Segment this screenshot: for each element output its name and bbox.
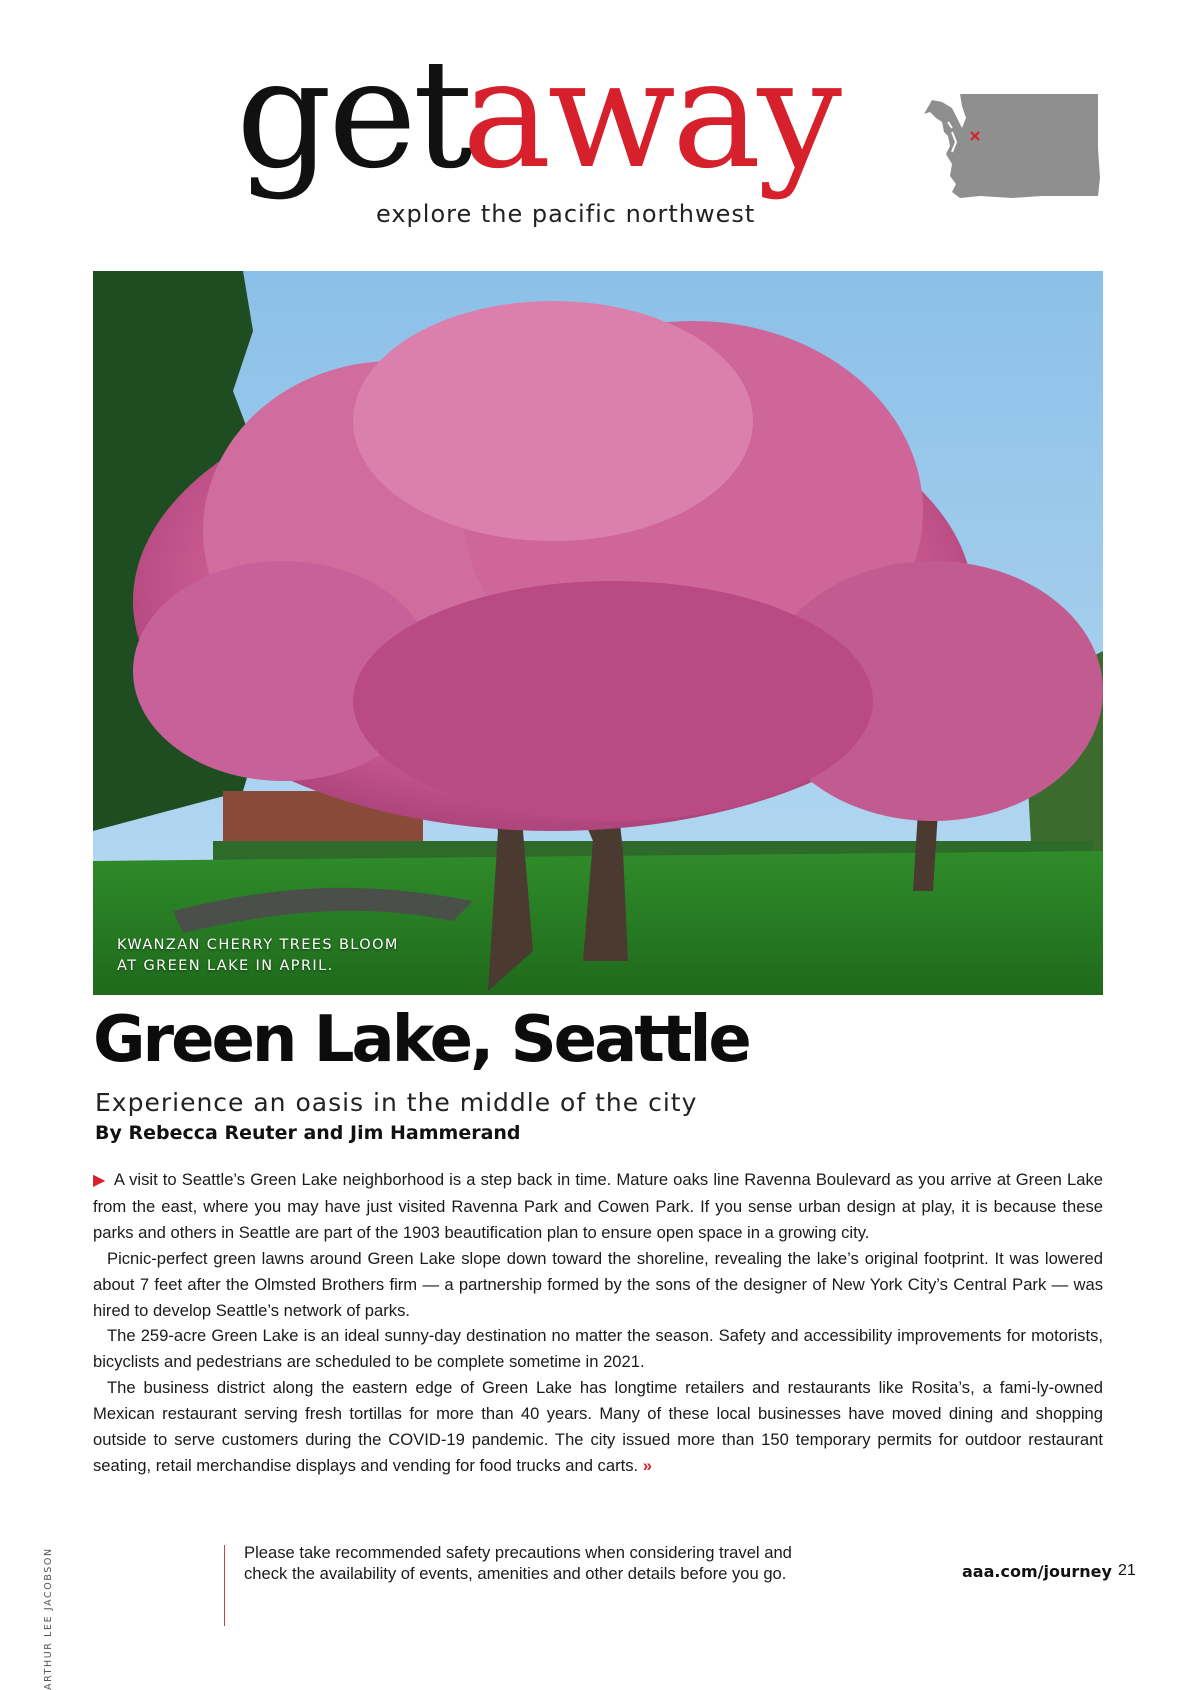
cherry-tree-illustration — [93, 271, 1103, 995]
masthead — [236, 28, 856, 240]
notice-line-1: Please take recommended safety precautions when considering travel and — [244, 1543, 792, 1562]
end-mark-icon: » — [642, 1455, 652, 1475]
paragraph-3: The 259-acre Green Lake is an ideal sunny-day destination no matter the season. Safety and accessibility improvements for motorists, bicyclists and pedestrians are scheduled to be complete sometime in 2021. — [93, 1326, 1103, 1372]
article-headline: Green Lake, Seattle — [93, 1003, 749, 1077]
photo-credit-text: ARTHUR LEE JACOBSON — [43, 1547, 54, 1690]
notice-line-2: check the availability of events, amenities and other details before you go. — [244, 1564, 787, 1583]
paragraph-4 — [93, 1375, 1103, 1479]
masthead-get: get — [236, 28, 470, 202]
footer-url-link[interactable]: aaa.com/journey — [962, 1562, 1112, 1581]
caption-line-2: AT GREEN LAKE IN APRIL. — [117, 958, 334, 974]
lead-arrow-icon: ▶ — [93, 1172, 106, 1189]
paragraph-1 — [93, 1167, 1103, 1246]
paragraph-1-text: A visit to Seattle’s Green Lake neighborhood is a step back in time. Mature oaks line Ravenna Boulevard as you arrive at Green Lake from the east, where you may have just visited Ravenna Park and Cowen Park. If you sense urban design at play, it is because these parks and others in Seattle are part of the 1903 beautification plan to ensure open space in a growing city. — [93, 1170, 1104, 1242]
article-dek: Experience an oasis in the middle of the city — [95, 1088, 698, 1117]
caption-line-1: KWANZAN CHERRY TREES BLOOM — [117, 937, 399, 953]
paragraph-2: Picnic-perfect green lawns around Green Lake slope down toward the shoreline, revealing the lake’s original footprint. It was lowered about 7 feet after the Olmsted Brothers firm — a partnership formed by the sons of the designer of New York City’s Central Park — was hired to develop Seattle’s network of parks. — [93, 1248, 1103, 1320]
masthead-away: away — [462, 28, 838, 202]
hero-photo — [93, 271, 1103, 995]
photo-caption — [117, 935, 399, 977]
page-number: 21 — [1118, 1562, 1136, 1579]
photo-credit — [43, 1510, 57, 1690]
paragraph-4-text: The business district along the eastern edge of Green Lake has longtime retailers and restaurants like Rosita’s, a fami-ly-owned Mexican restaurant serving fresh tortillas for more than 40 years. Many of these local businesses have moved dining and shopping outside to serve customers during the COVID-19 pandemic. The city issued more than 150 temporary permits for outdoor restaurant seating, retail merchandise displays and vending for food trucks and carts. — [93, 1378, 1103, 1475]
masthead-tagline: explore the pacific northwest — [376, 200, 756, 228]
article-body — [93, 1167, 1103, 1479]
safety-notice — [244, 1542, 884, 1584]
article-byline: By Rebecca Reuter and Jim Hammerand — [95, 1122, 521, 1144]
washington-state-map-icon — [922, 92, 1104, 214]
footer-divider — [224, 1545, 225, 1626]
